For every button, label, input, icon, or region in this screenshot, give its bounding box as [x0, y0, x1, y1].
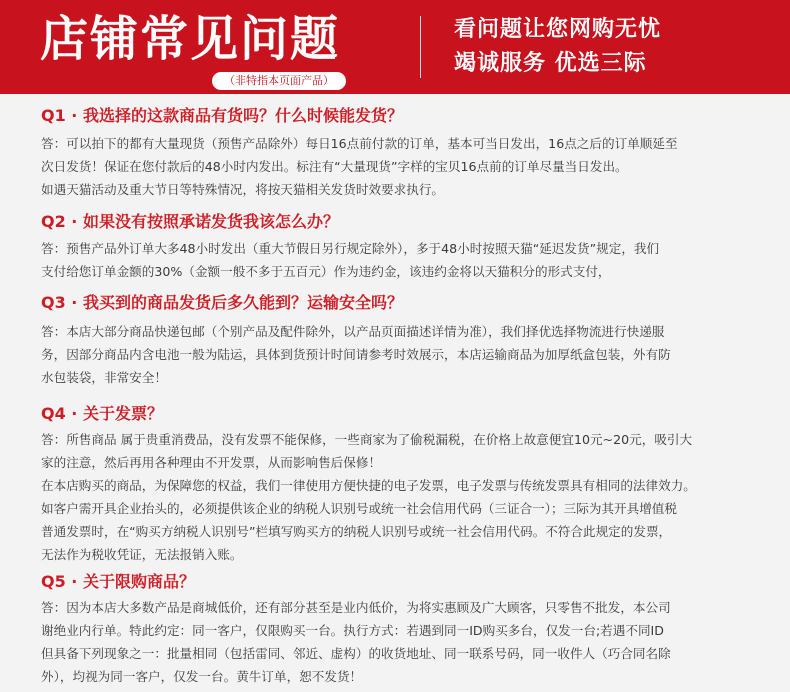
- faq-answer: 答：因为本店大多数产品是商城低价，还有部分甚至是业内低价，为将实惠顾及广大顾客，只零售不批发，本公司 谢绝业内行单。特此约定：同一客户，仅限购买一台。执行方式：若遇到同一ID购买多台，仅发一台;若遇不同ID 但具备下列现象之一：批量相同（包括雷同、邻近、虚构）的收货地址、同一联系号码，同一收件人（巧合同名除 外），均视为同一客户，仅发一台。黄牛订单，恕不发货！: [41, 600, 671, 684]
- faq-answer: 答：预售产品外订单大多48小时发出（重大节假日另行规定除外），多于48小时按照天猫“延迟发货”规定，我们 支付给您订单金额的30%（金额一般不多于五百元）作为违约金，该违约金将以天猫积分的形式支付，: [41, 241, 660, 279]
- page-title: 店铺常见问题: [40, 11, 341, 67]
- faq-question: Q3 · 我买到的商品发货后多久能到？运输安全吗？: [41, 293, 403, 312]
- faq-question: Q1 · 我选择的这款商品有货吗？什么时候能发货？: [41, 106, 403, 125]
- faq-question: Q4 · 关于发票？: [41, 404, 163, 423]
- slogan-line-2: 竭诚服务 优选三际: [454, 51, 647, 76]
- faq-answer: 答：可以拍下的都有大量现货（预售产品除外）每日16点前付款的订单，基本可当日发出，16点之后的订单顺延至 次日发货！保证在您付款后的48小时内发出。标注有“大量现货”字样的宝贝16点前的订单尽量当日发出。 如遇天猫活动及重大节日等特殊情况，将按天猫相关发货时效要求执行。: [41, 136, 678, 197]
- title-subtitle-badge: （非特指本页面产品）: [212, 72, 346, 90]
- faq-answer: 答：所售商品 属于贵重消费品，没有发票不能保修，一些商家为了偷税漏税，在价格上故意便宜10元~20元，吸引大 家的注意，然后再用各种理由不开发票，从而影响售后保修！ 在本店购买的商品，为保障您的权益，我们一律使用方便快捷的电子发票，电子发票与传统发票具有相同的法律效力。 如客户需开具企业抬头的，必须提供该企业的纳税人识别号或统一社会信用代码（三证合一）；三际为其开具增值税 普通发票时，在“购买方纳税人识别号”栏填写购买方的纳税人识别号或统一社会信用代码。不符合此规定的发票， 无法作为税收凭证，无法报销入账。: [41, 432, 696, 562]
- faq-question: Q5 · 关于限购商品？: [41, 572, 195, 591]
- header-divider: [420, 16, 421, 78]
- faq-question: Q2 · 如果没有按照承诺发货我该怎么办？: [41, 212, 339, 231]
- faq-answer: 答：本店大部分商品快递包邮（个别产品及配件除外，以产品页面描述详情为准），我们择优选择物流进行快递服 务，因部分商品内含电池一般为陆运，具体到货预计时间请参考时效展示，本店运输商品为加厚纸盒包装，外有防 水包装袋，非常安全！: [41, 324, 671, 385]
- page-banner: [0, 0, 790, 94]
- slogan-line-1: 看问题让您网购无忧: [454, 17, 662, 42]
